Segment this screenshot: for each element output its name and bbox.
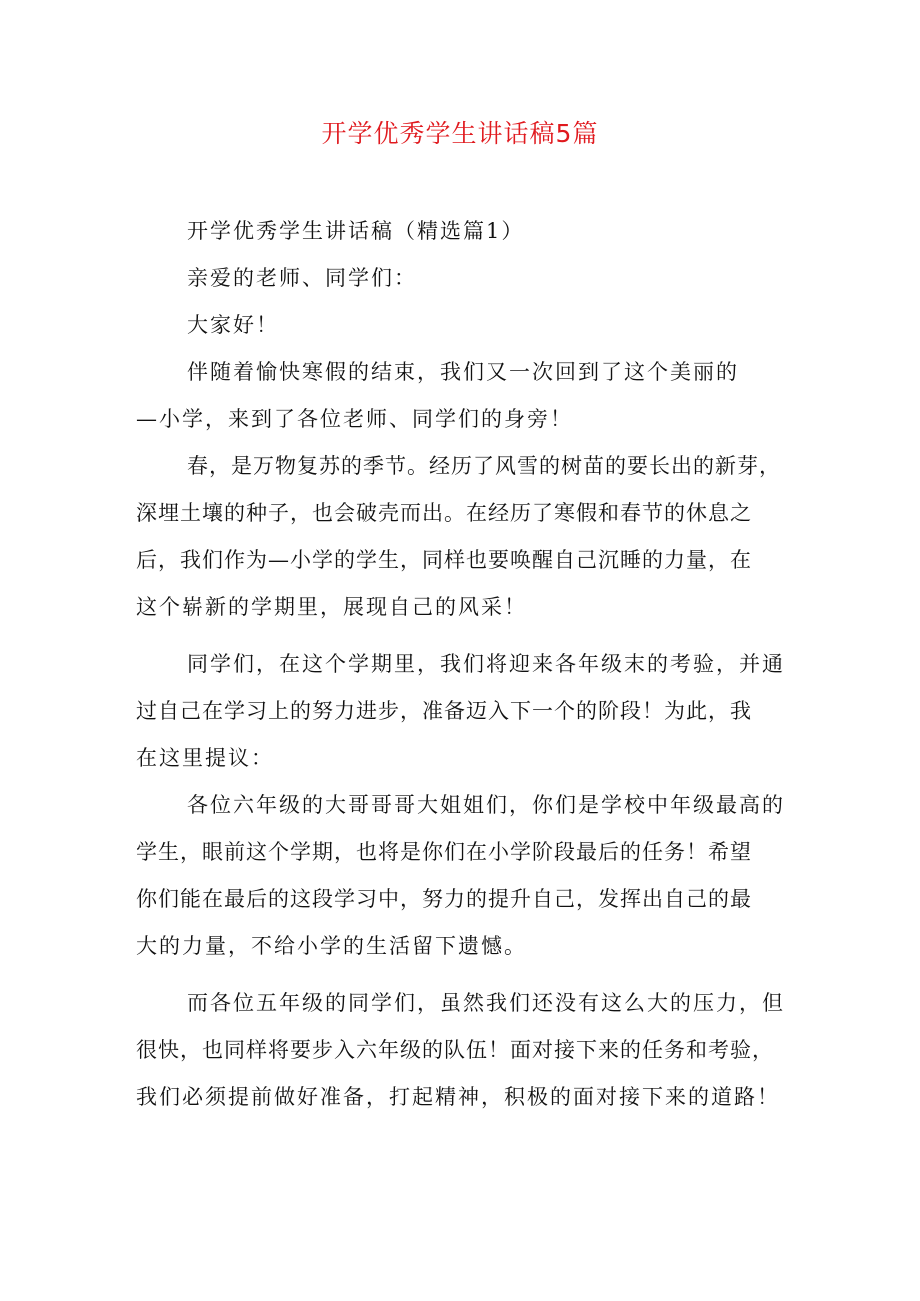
paragraph-line: 这个崭新的学期里，展现自己的风采！ bbox=[136, 595, 527, 619]
paragraph-line: 大的力量，不给小学的生活留下遗憾。 bbox=[136, 934, 527, 958]
paragraph-line: 很快，也同样将要步入六年级的队伍！面对接下来的任务和考验， bbox=[136, 1038, 774, 1062]
paragraph-line: 深埋土壤的种子，也会破壳而出。在经历了寒假和春节的休息之 bbox=[136, 501, 752, 525]
paragraph-line: 而各位五年级的同学们，虽然我们还没有这么大的压力，但 bbox=[187, 991, 785, 1015]
paragraph-line: 后，我们作为—小学的学生，同样也要唤醒自己沉睡的力量，在 bbox=[136, 548, 752, 572]
document-title: 开学优秀学生讲话稿5篇 bbox=[321, 119, 599, 148]
paragraph-line: 春，是万物复苏的季节。经历了风雪的树苗的要长出的新芽， bbox=[187, 454, 781, 478]
paragraph-line: 过自己在学习上的努力进步，准备迈入下一个的阶段！为此，我 bbox=[136, 699, 752, 723]
paragraph-line: 伴随着愉快寒假的结束，我们又一次回到了这个美丽的 bbox=[187, 360, 739, 384]
paragraph-line: —小学，来到了各位老师、同学们的身旁！ bbox=[136, 407, 573, 431]
section-heading: 开学优秀学生讲话稿（精选篇1） bbox=[187, 219, 525, 243]
paragraph-line: 同学们，在这个学期里，我们将迎来各年级末的考验，并通 bbox=[187, 652, 785, 676]
paragraph-line: 我们必须提前做好准备，打起精神，积极的面对接下来的道路！ bbox=[136, 1085, 780, 1109]
paragraph-line: 在这里提议： bbox=[136, 746, 274, 770]
paragraph-line: 你们能在最后的这段学习中，努力的提升自己，发挥出自己的最 bbox=[136, 887, 752, 911]
greeting: 大家好！ bbox=[187, 313, 279, 337]
paragraph-line: 各位六年级的大哥哥哥大姐姐们，你们是学校中年级最高的 bbox=[187, 793, 785, 817]
salutation: 亲爱的老师、同学们： bbox=[187, 266, 417, 290]
paragraph-line: 学生，眼前这个学期，也将是你们在小学阶段最后的任务！希望 bbox=[136, 840, 752, 864]
